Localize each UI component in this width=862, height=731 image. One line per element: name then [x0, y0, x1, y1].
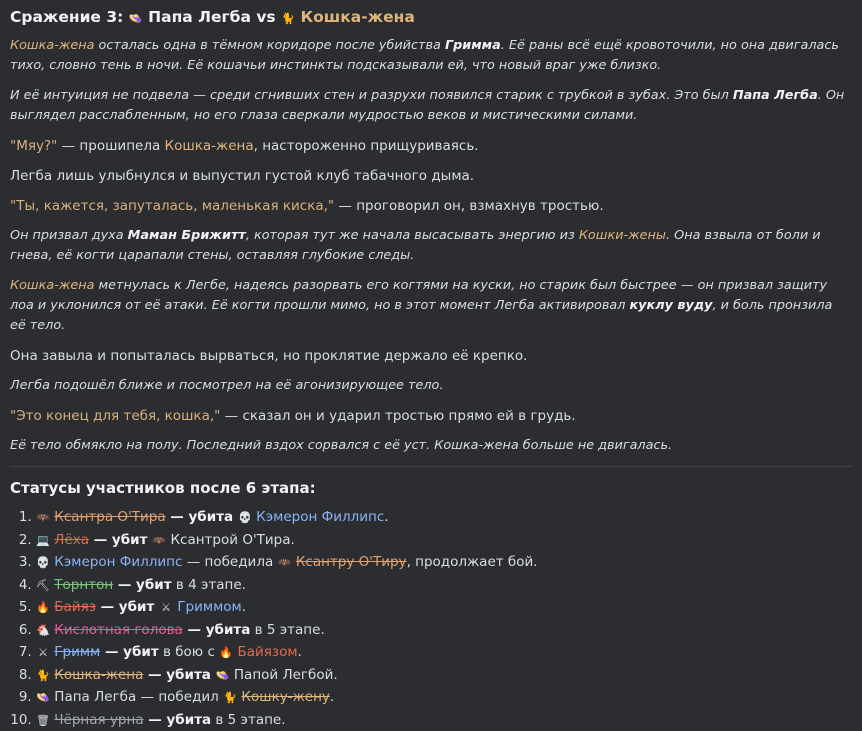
skull-icon: 💀 — [238, 508, 252, 529]
list-item — [36, 642, 852, 664]
story-paragraph-7 — [10, 276, 852, 336]
defeated-name: Кошку-жену — [241, 689, 330, 705]
list-item — [36, 665, 852, 687]
list-item — [36, 530, 852, 552]
participant-name: Ксантра О'Тира — [54, 509, 165, 525]
text: — сказал он и ударил тростью прямо ей в грудь. — [220, 408, 575, 424]
title-prefix: Сражение 3: — [10, 8, 123, 26]
text: — проговорил он, взмахнув тростью. — [334, 198, 603, 214]
participant-name: Кислотная голова — [54, 622, 183, 638]
fire-icon: 🔥 — [219, 643, 233, 664]
text: — прошипела — [57, 138, 164, 154]
bat-icon: 🦇 — [36, 508, 50, 529]
status-heading: Статусы участников после 6 этапа: — [10, 477, 852, 499]
list-item — [36, 552, 852, 574]
story-paragraph-8: Она завыла и попыталась вырваться, но проклятие держало её крепко. — [10, 346, 852, 366]
hat-icon: 👒 — [129, 8, 143, 30]
text: . — [333, 667, 337, 683]
participant-name: Кошка-жена — [54, 667, 143, 683]
killer-name: Гриммом — [177, 599, 241, 615]
status-text: — убита — [143, 667, 215, 683]
quote: "Мяу?" — [10, 138, 57, 154]
status-text: — убита — [144, 712, 212, 728]
voodoo-doll: куклу вуду — [630, 298, 713, 313]
text: . Её раны всё ещё кровоточили, но она двигалась тихо, словно тень в ночи. Её кошачьи инстинкты подсказывали ей, что новый враг уже близко. — [10, 38, 839, 73]
battle-title — [10, 6, 852, 30]
name-legba: Папа Легба — [733, 88, 818, 103]
killer-name: Байязом — [237, 644, 297, 660]
story-paragraph-10 — [10, 406, 852, 426]
participant-name: Гримм — [54, 644, 100, 660]
bat-icon: 🦇 — [152, 531, 166, 552]
pickaxe-icon: ⛏ — [36, 576, 50, 597]
status-text: — победил — [136, 689, 223, 705]
name-cat: Кошка-жена — [10, 278, 94, 293]
list-item — [36, 620, 852, 642]
skull-icon: 💀 — [36, 553, 50, 574]
hat-icon: 👒 — [216, 666, 230, 687]
swords-icon: ⚔ — [159, 598, 173, 619]
name-grimm: Гримма — [445, 38, 501, 53]
swords-icon: ⚔ — [36, 643, 50, 664]
text: Он призвал духа — [10, 228, 128, 243]
divider — [10, 466, 852, 467]
name-cat: Кошки-жены — [579, 228, 666, 243]
name-cat: Кошка-жена — [165, 138, 254, 154]
list-item — [36, 507, 852, 529]
list-item — [36, 597, 852, 619]
story-paragraph-2 — [10, 86, 852, 126]
hat-icon: 👒 — [36, 688, 50, 709]
text: . — [330, 689, 334, 705]
name-brigitte: Маман Брижитт — [128, 228, 246, 243]
text: . — [242, 599, 246, 615]
list-item — [36, 575, 852, 597]
status-text: — победила — [182, 554, 277, 570]
text: . Он выглядел расслабленным, но его глаза сверкали мудростью веков и мистическими силами. — [10, 88, 844, 123]
defeated-name: Ксантру О'Тиру — [296, 554, 407, 570]
fighter-left-name: Папа Легба — [148, 8, 251, 26]
status-text: — убита — [166, 509, 238, 525]
list-item — [36, 687, 852, 709]
fighter-right-name: Кошка-жена — [300, 8, 414, 26]
participant-name: Папа Легба — [54, 689, 136, 705]
text: И её интуиция не подвела — среди сгнивших стен и разрухи появился старик с трубкой в зубах. Это был — [10, 88, 733, 103]
text: в 5 этапе. — [211, 712, 285, 728]
quote: "Это конец для тебя, кошка," — [10, 408, 220, 424]
text: , продолжает бой. — [407, 554, 538, 570]
status-text: — убит — [96, 599, 159, 615]
cat-icon: 🐈 — [223, 688, 237, 709]
text: . Она взвыла от боли и гнева, её когти царапали стены, оставляя глубокие следы. — [10, 228, 821, 263]
participant-name: Лёха — [54, 532, 89, 548]
story-paragraph-9: Легба подошёл ближе и посмотрел на её агонизирующее тело. — [10, 376, 852, 396]
fire-icon: 🔥 — [36, 598, 50, 619]
vs-label: vs — [256, 8, 275, 26]
trash-can-icon: 🗑 — [36, 711, 50, 731]
text: в бою с — [159, 644, 220, 660]
status-list — [10, 507, 852, 731]
story-paragraph-1 — [10, 36, 852, 76]
text: . — [298, 644, 302, 660]
participant-name: Байяз — [54, 599, 96, 615]
status-text: — убит — [100, 644, 158, 660]
text: в 4 этапе. — [172, 577, 246, 593]
text: . — [384, 509, 388, 525]
status-text: — убит — [113, 577, 171, 593]
cat-icon: 🐈 — [281, 8, 295, 30]
killer-name: Папой Легбой — [234, 667, 333, 683]
text: , и боль пронзила её тело. — [10, 298, 832, 333]
participant-name: Торнтон — [54, 577, 113, 593]
text: , настороженно прищуриваясь. — [254, 138, 479, 154]
participant-name: Чёрная урна — [54, 712, 143, 728]
text: в 5 этапе. — [250, 622, 324, 638]
laptop-icon: 💻 — [36, 531, 50, 552]
bat-icon: 🦇 — [278, 553, 292, 574]
story-paragraph-5 — [10, 196, 852, 216]
chicken-icon: 🐔 — [36, 621, 50, 642]
killer-name: Ксантрой О'Тира — [170, 532, 290, 548]
text: , которая тут же начала высасывать энергию из — [246, 228, 579, 243]
killer-name: Кэмерон Филлипс — [256, 509, 384, 525]
quote: "Ты, кажется, запуталась, маленькая киска," — [10, 198, 334, 214]
cat-icon: 🐈 — [36, 666, 50, 687]
text: метнулась к Легбе, надеясь разорвать его когтями на куски, но старик был быстрее — он призвал защиту лоа и уклонился от её атаки. Её когти прошли мимо, но в этот момент Легба активировал — [10, 278, 827, 313]
story-paragraph-6 — [10, 226, 852, 266]
text: осталась одна в тёмном коридоре после убийства — [94, 38, 445, 53]
status-text: — убит — [89, 532, 152, 548]
name-cat: Кошка-жена — [10, 38, 94, 53]
text: . — [291, 532, 295, 548]
story-paragraph-4: Легба лишь улыбнулся и выпустил густой клуб табачного дыма. — [10, 166, 852, 186]
story-paragraph-11: Её тело обмякло на полу. Последний вздох сорвался с её уст. Кошка-жена больше не двигалась. — [10, 436, 852, 456]
story-paragraph-3 — [10, 136, 852, 156]
participant-name: Кэмерон Филлипс — [54, 554, 182, 570]
status-text: — убита — [183, 622, 251, 638]
